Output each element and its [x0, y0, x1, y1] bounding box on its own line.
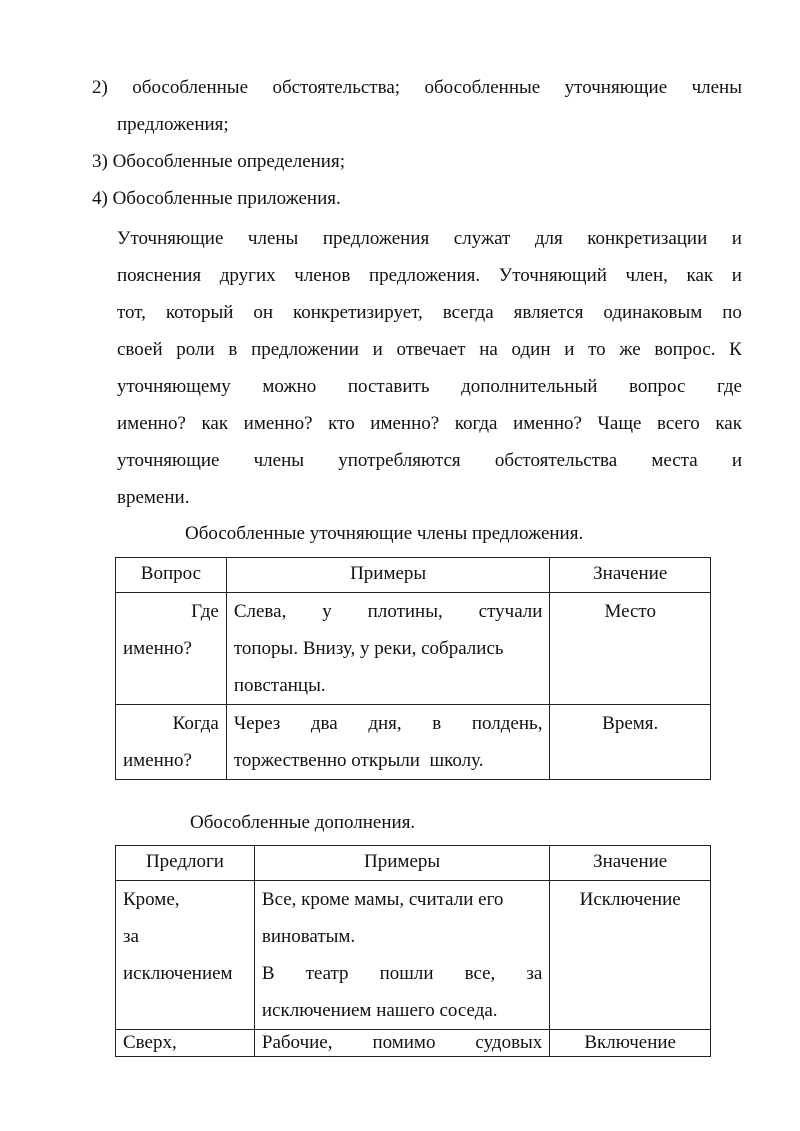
paragraph-line: пояснения других членов предложения. Уточняющий член, как и [117, 265, 742, 286]
paragraph-last-line: времени. [117, 487, 190, 508]
header-meaning: Значение [550, 846, 711, 881]
list-item-3: 3) Обособленные определения; [92, 151, 345, 172]
example-cell: Слева, у плотины, стучали топоры. Внизу, у реки, собрались повстанцы. [226, 593, 550, 705]
header-prepositions: Предлоги [116, 846, 255, 881]
header-meaning: Значение [550, 558, 711, 593]
example-cell: Рабочие, помимо судовых [254, 1030, 549, 1057]
paragraph-line: тот, который он конкретизирует, всегда является одинаковым по [117, 302, 742, 323]
table1 [115, 557, 711, 780]
paragraph-line: уточняющие члены употребляются обстоятельства места и [117, 450, 742, 471]
list-item-2-line1: 2) обособленные обстоятельства; обособленные уточняющие члены [92, 77, 742, 98]
list-item-4: 4) Обособленные приложения. [92, 188, 341, 209]
table-row [116, 881, 711, 1030]
question-cell: Где именно? [116, 593, 227, 705]
table-row [116, 1030, 711, 1057]
question-cell: Когда именно? [116, 705, 227, 780]
meaning-cell: Время. [550, 705, 711, 780]
header-examples: Примеры [254, 846, 549, 881]
table2 [115, 845, 711, 1057]
table-header-row [116, 846, 711, 881]
paragraph-line: Уточняющие члены предложения служат для конкретизации и [117, 228, 742, 249]
table-row [116, 593, 711, 705]
meaning-cell: Включение [550, 1030, 711, 1057]
example-cell: Через два дня, в полдень, торжественно открыли школу. [226, 705, 550, 780]
header-question: Вопрос [116, 558, 227, 593]
preposition-cell: Сверх, [116, 1030, 255, 1057]
paragraph-line: своей роли в предложении и отвечает на один и то же вопрос. К [117, 339, 742, 360]
table-header-row [116, 558, 711, 593]
paragraph-line: именно? как именно? кто именно? когда именно? Чаще всего как [117, 413, 742, 434]
meaning-cell: Место [550, 593, 711, 705]
table-row [116, 705, 711, 780]
meaning-cell: Исключение [550, 881, 711, 1030]
list-item-2-line2: предложения; [117, 114, 229, 135]
table1-caption: Обособленные уточняющие члены предложения. [185, 523, 584, 544]
table2-caption: Обособленные дополнения. [190, 812, 416, 833]
paragraph-line: уточняющему можно поставить дополнительный вопрос где [117, 376, 742, 397]
paragraph [117, 220, 742, 516]
header-examples: Примеры [226, 558, 550, 593]
example-cell: Все, кроме мамы, считали его виноватым. В театр пошли все, за исключением нашего соседа. [254, 881, 549, 1030]
preposition-cell: Кроме, за исключением [116, 881, 255, 1030]
